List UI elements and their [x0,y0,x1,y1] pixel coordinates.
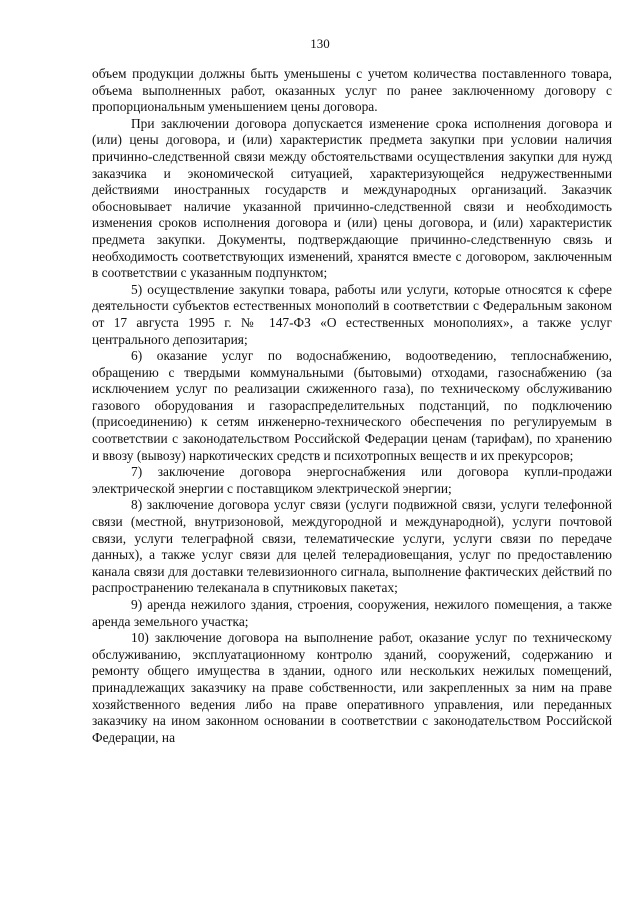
list-item-10: 10) заключение договора на выполнение работ, оказание услуг по техническому обслуживанию, эксплуатационному контролю зданий, сооружений, содержанию и ремонту общего имущества в здании, одного или нескольких нежилых помещений, принадлежащих заказчику на праве собственности, или закрепленных за ним на праве хозяйственного ведения либо на праве оперативного управления, или переданных заказчику на ином законном основании в соответствии с законодательством Российской Федерации, на [92,630,612,745]
page-number: 130 [310,36,330,51]
list-item-5: 5) осуществление закупки товара, работы или услуги, которые относятся к сфере деятельности субъектов естественных монополий в соответствии с Федеральным законом от 17 августа 1995 г. № 147-ФЗ «О естественных монополиях», а также услуг центрального депозитария; [92,281,612,347]
list-item-6: 6) оказание услуг по водоснабжению, водоотведению, теплоснабжению, обращению с твердыми коммунальными (бытовыми) отходами, газоснабжению (за исключением услуг по реализации сжиженного газа), по техническому обслуживанию газового оборудования и газораспределительных подстанций, по подключению (присоединению) к сетям инженерно-технического обеспечения по регулируемым в соответствии с законодательством Российской Федерации ценам (тарифам), по хранению и ввозу (вывозу) наркотических средств и психотропных веществ и их прекурсоров; [92,348,612,463]
list-item-7: 7) заключение договора энергоснабжения или договора купли-продажи электрической энергии с поставщиком электрической энергии; [92,464,612,496]
paragraph-contract-change-conditions: При заключении договора допускается изменение срока исполнения договора и (или) цены договора, и (или) характеристик предмета закупки при условии наличия причинно-следственной связи между обстоятельствами осуществления закупки для нужд заказчика и экономической ситуацией, характеризующейся недружественными действиями иностранных государств и международных организаций. Заказчик обосновывает наличие указанной причинно-следственной связи и необходимость изменения сроков исполнения договора и (или) цены договора, и (или) характеристик предмета закупки. Документы, подтверждающие причинно-следственную связь и необходимость соответствующих изменений, хранятся вместе с договором, заключенным в соответствии с указанным подпунктом; [92,115,612,281]
list-item-9: 9) аренда нежилого здания, строения, сооружения, нежилого помещения, а также аренда земельного участка; [92,597,612,629]
document-body [92,66,612,746]
paragraph-continuation: объем продукции должны быть уменьшены с учетом количества поставленного товара, объема выполненных работ, оказанных услуг по ранее заключенному договору с пропорциональным уменьшением цены договора. [92,66,612,115]
list-item-8: 8) заключение договора услуг связи (услуги подвижной связи, услуги телефонной связи (местной, внутризоновой, междугородной и международной), услуги почтовой связи, услуги телеграфной связи, телематические услуги, услуги связи по передаче данных), а также услуг связи для целей телерадиовещания, услуг по предоставлению канала связи для доставки телевизионного сигнала, выполнение фактических действий по распространению телеканала в спутниковых пакетах; [92,497,612,596]
